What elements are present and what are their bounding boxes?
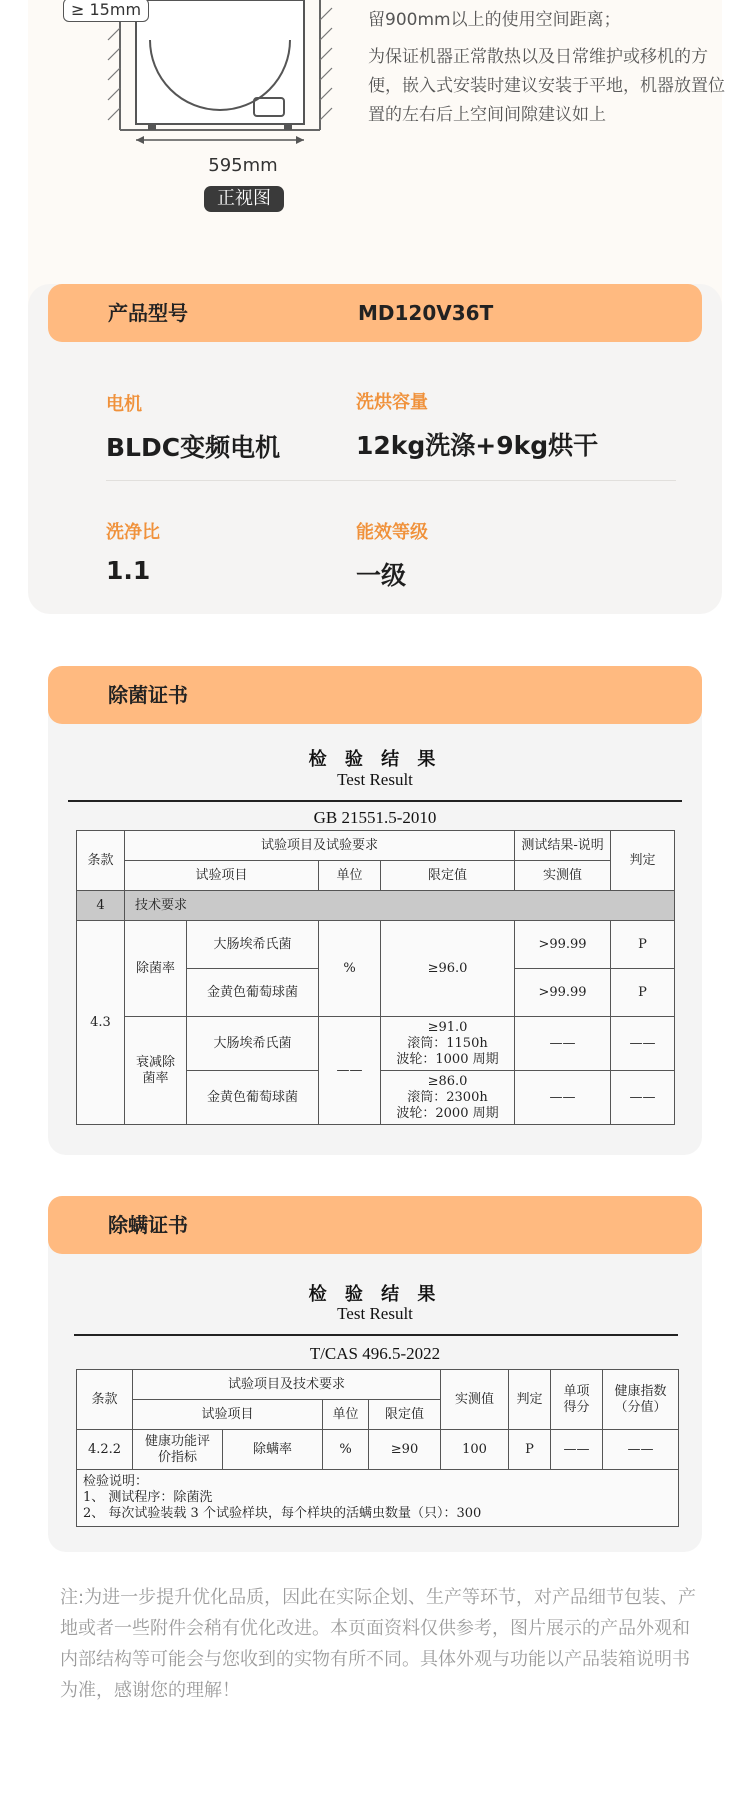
- clause-no: 4.3: [77, 921, 125, 1125]
- sterilization-cert-card: [48, 690, 702, 1155]
- table-cell-verdict: P: [509, 1430, 551, 1470]
- header-unit: 单位: [323, 1400, 369, 1430]
- install-text: [368, 6, 738, 138]
- header-score: 单项得分: [551, 1370, 603, 1430]
- table-cell-verdict: P: [611, 969, 675, 1017]
- table-cell-verdict: ——: [611, 1071, 675, 1125]
- cert-rule: [68, 800, 682, 802]
- table-cell-item: 金黄色葡萄球菌: [187, 969, 319, 1017]
- note-line: 1、 测试程序：除菌洗: [83, 1490, 213, 1505]
- limit-line: 滚筒：1150h: [407, 1035, 488, 1051]
- header-items-req: 试验项目及试验要求: [125, 831, 515, 861]
- mite-removal-table: [76, 1369, 679, 1527]
- table-cell-item: 金黄色葡萄球菌: [187, 1071, 319, 1125]
- spec-key: 洗净比: [106, 522, 160, 543]
- cert-title-en: Test Result: [337, 770, 413, 789]
- group-decay-rate: 衰减除菌率: [125, 1017, 187, 1125]
- disclaimer-note: 注:为进一步提升优化品质，因此在实际企划、生产等环节，对产品细节包装、产地或者一些附件会稍有优化改进。本页面资料仅供参考，图片展示的产品外观和内部结构等可能会与您收到的实物有所不同。具体外观与功能以产品装箱说明书为准，感谢您的理解！: [60, 1587, 697, 1701]
- note-line: 检验说明：: [83, 1474, 149, 1489]
- cert-standard: GB 21551.5-2010: [313, 808, 437, 827]
- table-cell-limit: ≥96.0: [381, 921, 515, 1017]
- limit-line: 波轮：1000 周期: [396, 1051, 499, 1067]
- header-clause: 条款: [77, 831, 125, 891]
- table-cell-limit: ≥90: [369, 1430, 441, 1470]
- gap-label: ≥ 15mm: [63, 0, 149, 22]
- table-cell-verdict: P: [611, 921, 675, 969]
- header-items-req: 试验项目及技术要求: [133, 1370, 441, 1400]
- table-cell-unit: %: [323, 1430, 369, 1470]
- table-cell-health: ——: [603, 1430, 679, 1470]
- spec-value: 一级: [356, 561, 407, 590]
- table-cell-limit: [381, 1071, 515, 1125]
- install-text-line: 为保证机器正常散热以及日常维护或移机的方便，嵌入式安装时建议安装于平地，机器放置位置的左右后上空间间隙建议如上: [368, 47, 725, 125]
- mite-removal-cert-bar: [48, 1196, 702, 1254]
- section-title: 技术要求: [125, 891, 675, 921]
- model-bar: [48, 284, 702, 342]
- mite-removal-cert-card: [48, 1222, 702, 1552]
- table-cell-value: >99.99: [515, 969, 611, 1017]
- table-cell-limit: [381, 1017, 515, 1071]
- note-line: 2、 每次试验装载 3 个试验样块，每个样块的活螨虫数量（只）：300: [83, 1506, 482, 1521]
- header-health: 健康指数（分值）: [603, 1370, 679, 1430]
- header-limit: 限定值: [381, 861, 515, 891]
- header-limit: 限定值: [369, 1400, 441, 1430]
- width-label: 595mm: [208, 155, 278, 176]
- table-cell-unit: ——: [319, 1017, 381, 1125]
- install-text-line: 留900mm以上的使用空间距离；: [368, 10, 621, 30]
- spec-key: 电机: [106, 394, 142, 415]
- limit-line: ≥86.0: [427, 1073, 468, 1089]
- table-cell-value: >99.99: [515, 921, 611, 969]
- header-measured: 实测值: [515, 861, 611, 891]
- spec-key: 洗烘容量: [356, 392, 428, 413]
- header-clause: 条款: [77, 1370, 133, 1430]
- cert-bar-label: 除菌证书: [108, 683, 188, 707]
- sterilization-cert-bar: [48, 666, 702, 724]
- table-cell-category: 健康功能评价指标: [133, 1430, 223, 1470]
- cert-standard: T/CAS 496.5-2022: [309, 1344, 441, 1363]
- header-result-desc: 测试结果-说明: [515, 831, 611, 861]
- table-cell-score: ——: [551, 1430, 603, 1470]
- model-value: MD120V36T: [358, 301, 494, 325]
- table-cell-measured: 100: [441, 1430, 509, 1470]
- header-measured: 实测值: [441, 1370, 509, 1430]
- spec-value: 12kg洗涤+9kg烘干: [356, 431, 599, 460]
- spec-divider: [106, 480, 676, 481]
- front-view-label: 正视图: [204, 186, 284, 212]
- spec-card: [28, 284, 722, 614]
- group-sterilization-rate: 除菌率: [125, 921, 187, 1017]
- header-item: 试验项目: [125, 861, 319, 891]
- cert-title-cn: 检 验 结 果: [308, 749, 442, 770]
- table-cell-value: ——: [515, 1017, 611, 1071]
- table-cell-unit: %: [319, 921, 381, 1017]
- limit-line: 波轮：2000 周期: [396, 1105, 499, 1121]
- cert-title-en: Test Result: [337, 1304, 413, 1323]
- header-item: 试验项目: [133, 1400, 323, 1430]
- cert-rule: [74, 1334, 678, 1336]
- spec-value: BLDC变频电机: [106, 433, 281, 462]
- table-cell-item: 除螨率: [223, 1430, 323, 1470]
- table-cell-clause: 4.2.2: [77, 1430, 133, 1470]
- model-label: 产品型号: [108, 301, 188, 325]
- spec-value: 1.1: [106, 556, 151, 585]
- spec-capacity: [356, 388, 598, 462]
- spec-wash-ratio: [106, 518, 160, 585]
- header-unit: 单位: [319, 861, 381, 891]
- cert-bar-label: 除螨证书: [108, 1213, 188, 1237]
- test-notes: [77, 1470, 679, 1527]
- limit-line: ≥91.0: [427, 1019, 468, 1035]
- table-cell-item: 大肠埃希氏菌: [187, 1017, 319, 1071]
- limit-line: 滚筒：2300h: [407, 1089, 488, 1105]
- table-cell-verdict: ——: [611, 1017, 675, 1071]
- header-verdict: 判定: [509, 1370, 551, 1430]
- spec-energy-grade: [356, 518, 428, 592]
- section-no: 4: [77, 891, 125, 921]
- sterilization-table: [76, 830, 675, 1125]
- spec-motor: [106, 390, 280, 464]
- cert-title-cn: 检 验 结 果: [308, 1284, 442, 1305]
- spec-key: 能效等级: [356, 522, 428, 543]
- table-cell-item: 大肠埃希氏菌: [187, 921, 319, 969]
- table-cell-value: ——: [515, 1071, 611, 1125]
- header-verdict: 判定: [611, 831, 675, 891]
